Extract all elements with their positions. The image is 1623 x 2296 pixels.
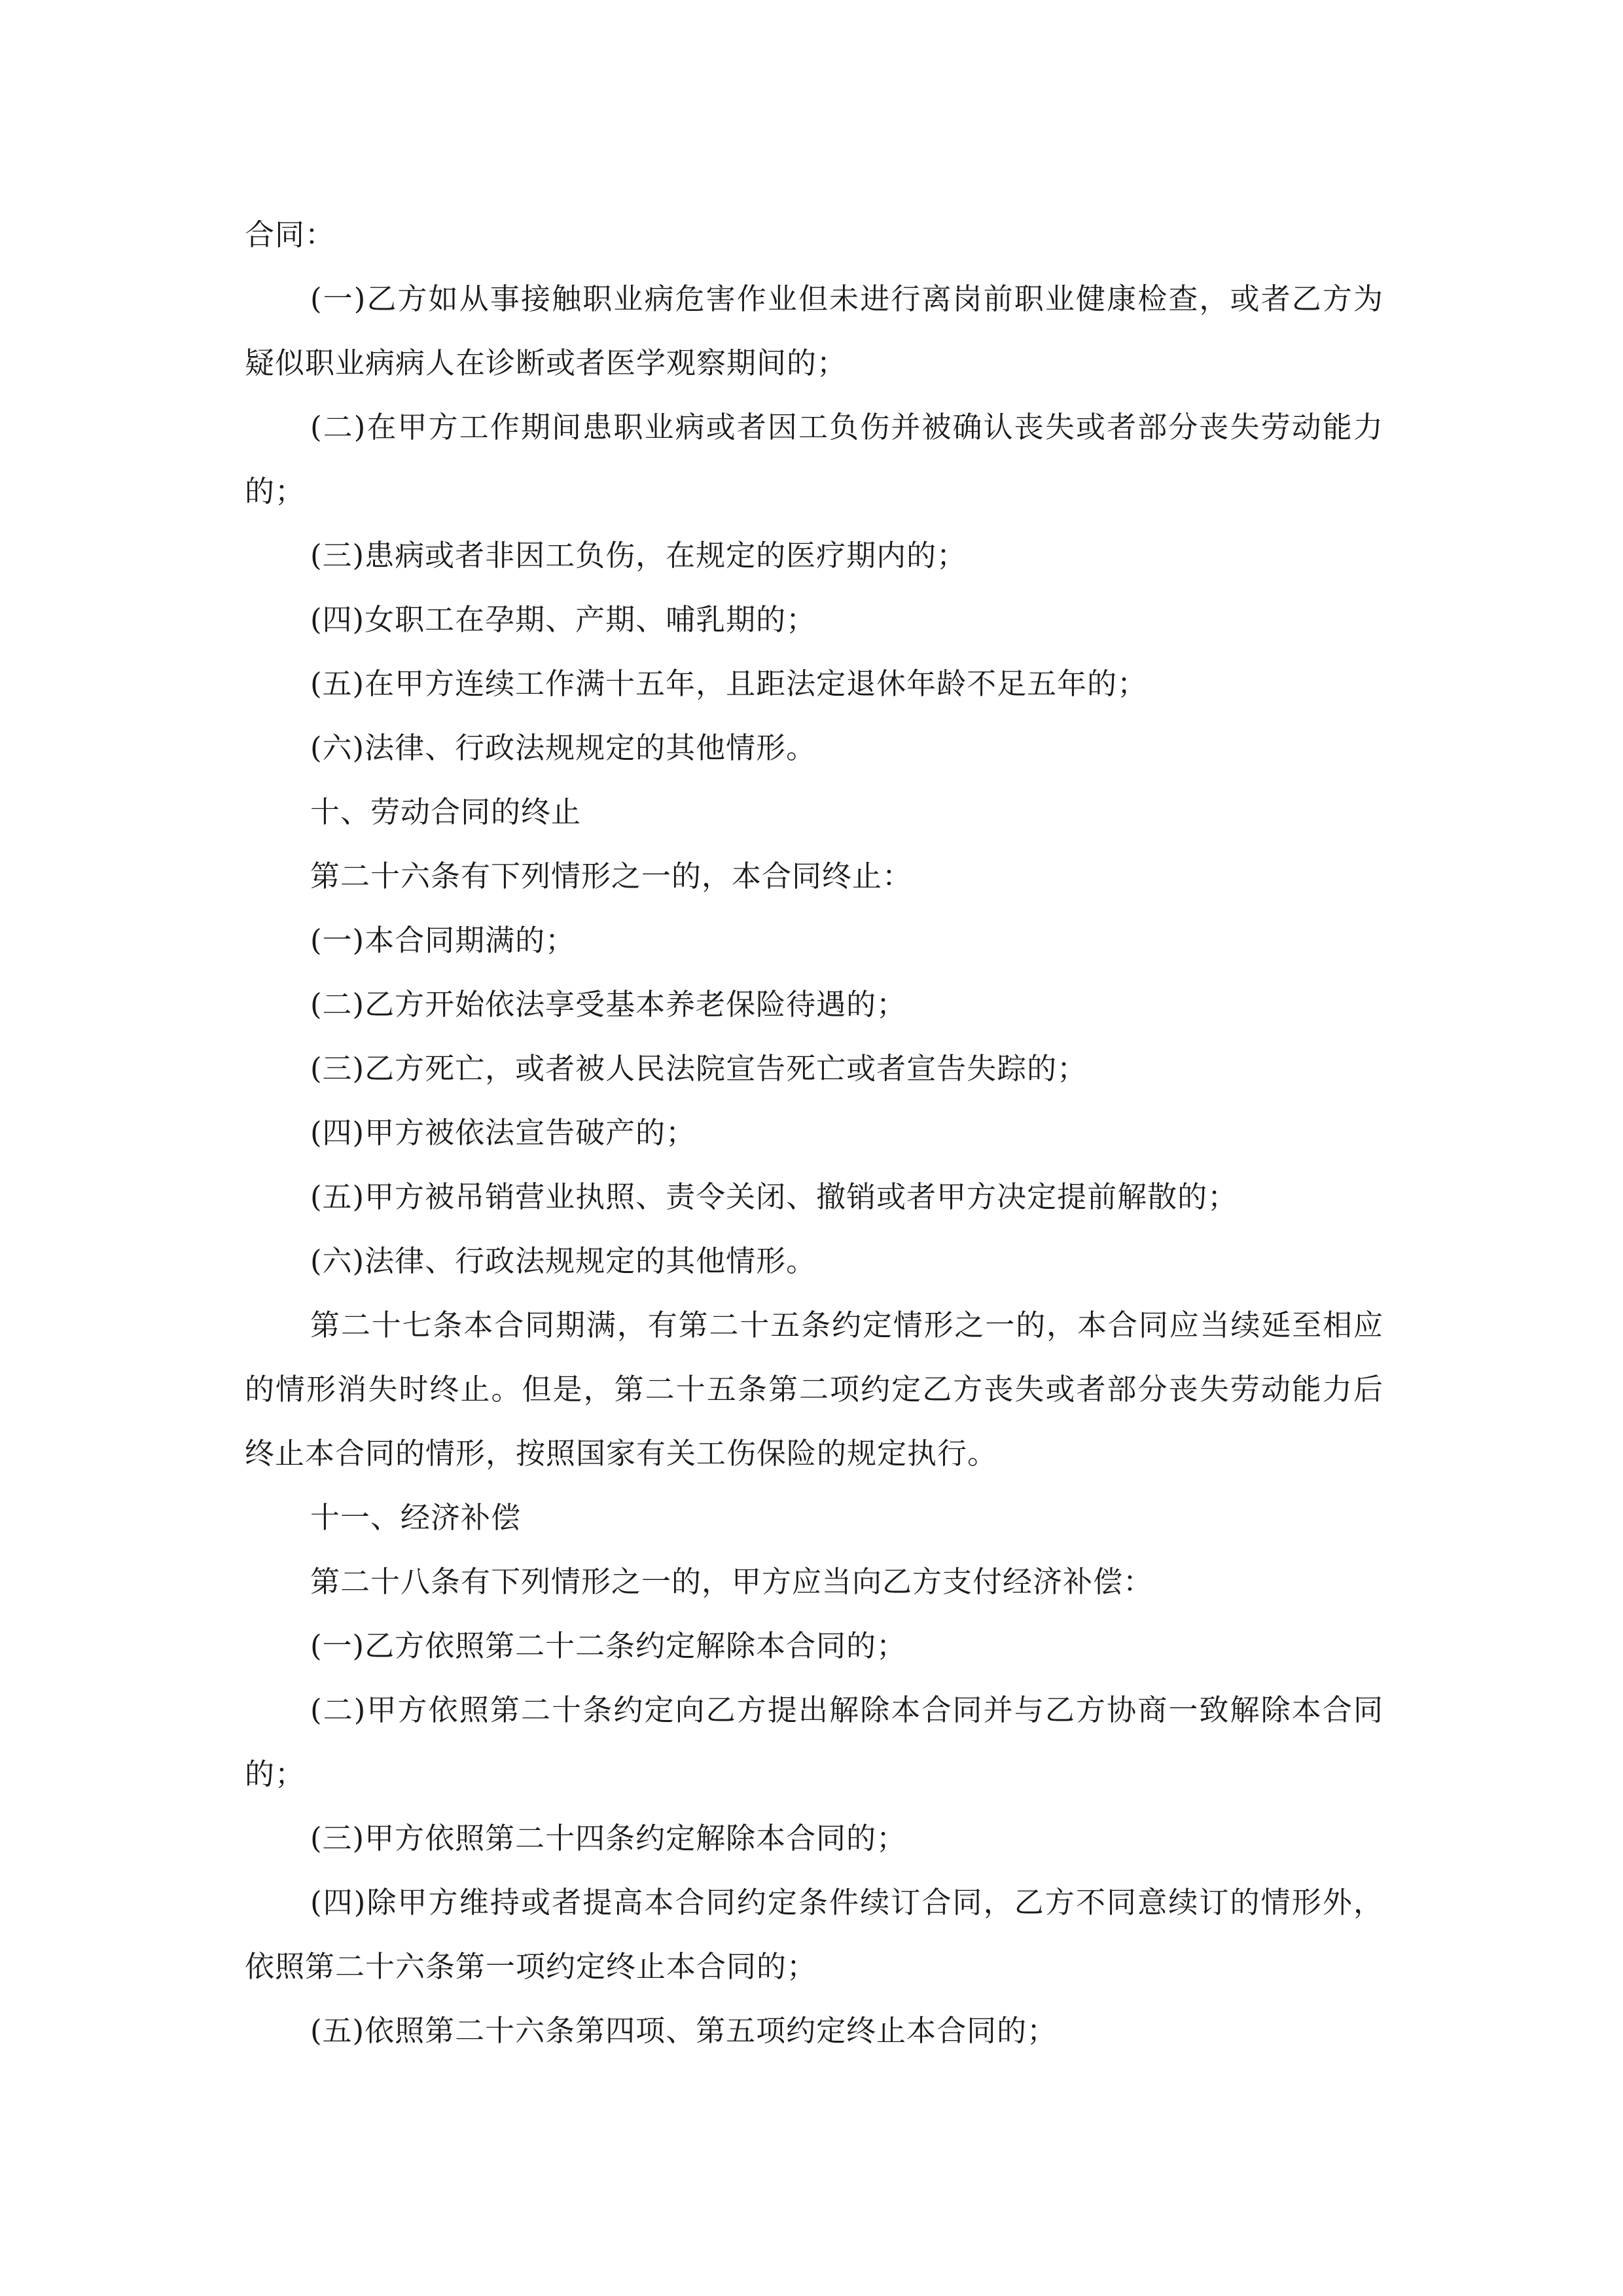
paragraph: (五)依照第二十六条第四项、第五项约定终止本合同的； — [310, 2013, 1058, 2048]
paragraph: (二)甲方依照第二十条约定向乙方提出解除本合同并与乙方协商一致解除本合同的； — [245, 1693, 1383, 1791]
section-heading: 十、劳动合同的终止 — [310, 795, 582, 829]
paragraph: (三)乙方死亡，或者被人民法院宣告死亡或者宣告失踪的； — [310, 1051, 1088, 1086]
document-body — [245, 203, 1383, 2063]
paragraph: 合同： — [245, 217, 336, 252]
paragraph: (三)患病或者非因工负伤，在规定的医疗期内的； — [310, 538, 967, 573]
paragraph: (五)甲方被吊销营业执照、责令关闭、撤销或者甲方决定提前解散的； — [310, 1179, 1238, 1214]
article-paragraph: 第二十八条有下列情形之一的，甲方应当向乙方支付经济补偿： — [310, 1564, 1154, 1599]
paragraph: (一)本合同期满的； — [310, 923, 576, 958]
article-paragraph: 第二十七条本合同期满，有第二十五条约定情形之一的，本合同应当续延至相应的情形消失时终止。但是，第二十五条第二项约定乙方丧失或者部分丧失劳动能力后终止本合同的情形，按照国家有关工伤保险的规定执行。 — [245, 1308, 1383, 1471]
paragraph: (一)乙方依照第二十二条约定解除本合同的； — [310, 1628, 907, 1663]
article-paragraph: 第二十六条有下列情形之一的，本合同终止： — [310, 859, 913, 893]
paragraph: (六)法律、行政法规规定的其他情形。 — [310, 1244, 817, 1278]
paragraph: (五)在甲方连续工作满十五年，且距法定退休年龄不足五年的； — [310, 666, 1148, 701]
paragraph: (二)乙方开始依法享受基本养老保险待遇的； — [310, 987, 907, 1022]
paragraph: (一)乙方如从事接触职业病危害作业但未进行离岗前职业健康检查，或者乙方为疑似职业病病人在诊断或者医学观察期间的； — [245, 281, 1383, 380]
paragraph: (三)甲方依照第二十四条约定解除本合同的； — [310, 1821, 907, 1856]
paragraph: (六)法律、行政法规规定的其他情形。 — [310, 730, 817, 765]
paragraph: (二)在甲方工作期间患职业病或者因工负伤并被确认丧失或者部分丧失劳动能力的； — [245, 410, 1383, 509]
paragraph: (四)除甲方维持或者提高本合同约定条件续订合同，乙方不同意续订的情形外，依照第二十六条第一项约定终止本合同的； — [245, 1885, 1383, 1984]
paragraph: (四)女职工在孕期、产期、哺乳期的； — [310, 602, 817, 637]
section-heading: 十一、经济补偿 — [310, 1500, 522, 1535]
paragraph: (四)甲方被依法宣告破产的； — [310, 1115, 696, 1150]
